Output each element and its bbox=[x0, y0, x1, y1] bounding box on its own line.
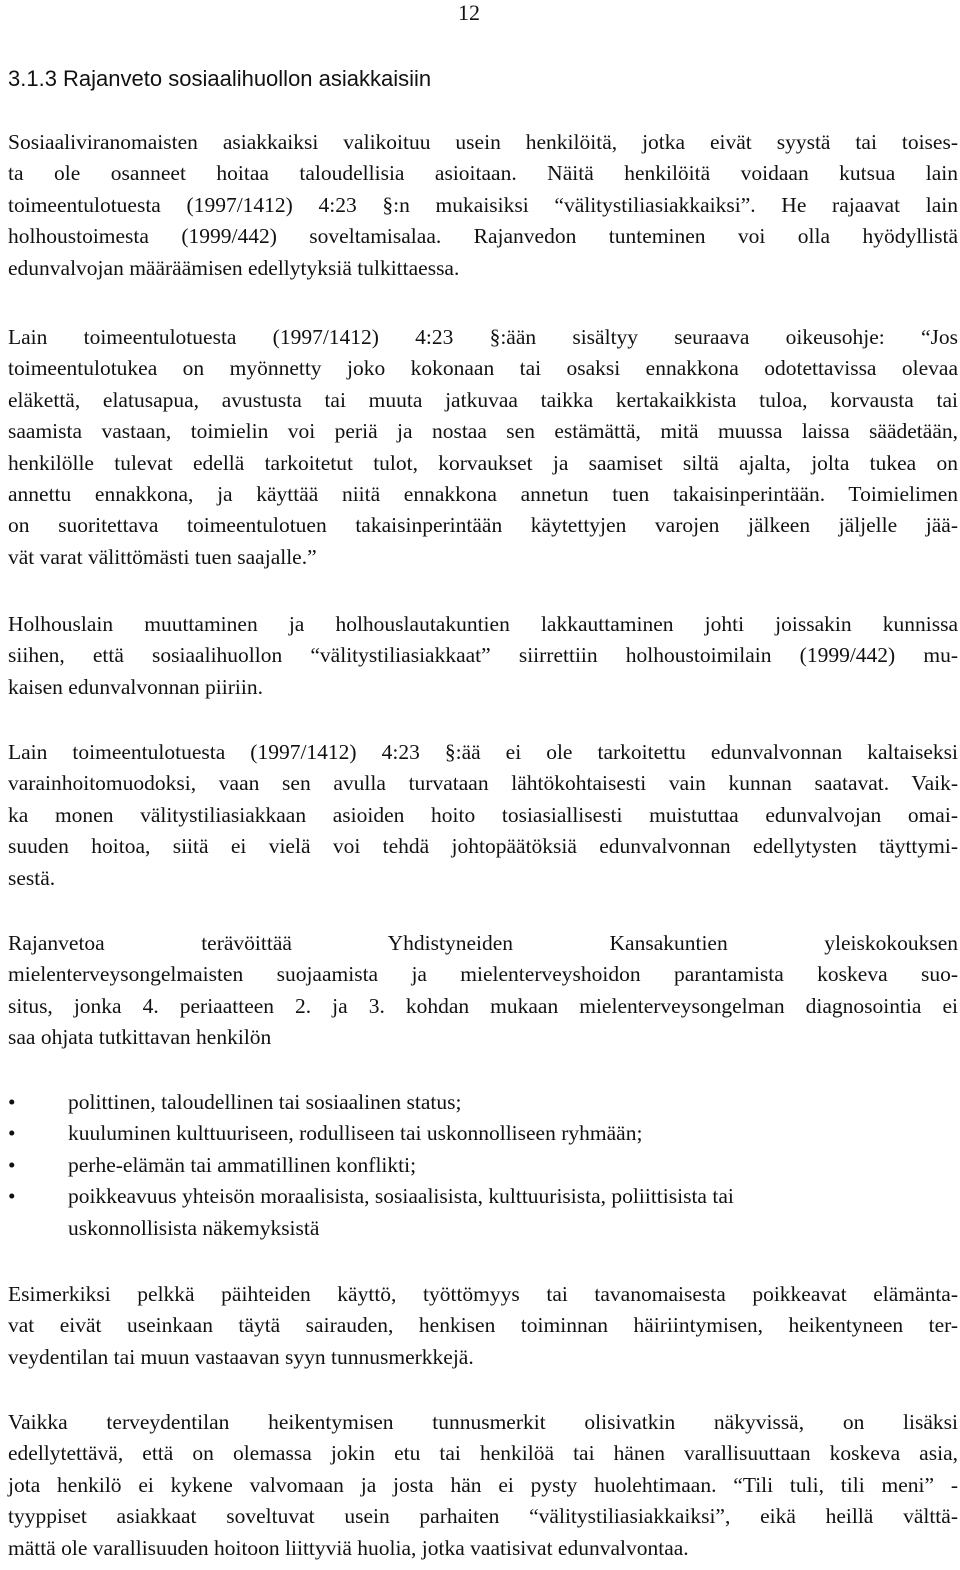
text-line: saamista vastaan, toimielin voi periä ja nostaa sen estämättä, mitä muussa laissa säädetään, bbox=[8, 419, 958, 444]
bullet-item bbox=[8, 1118, 958, 1149]
bullet-text: perhe-elämän tai ammatillinen konflikti; bbox=[68, 1152, 417, 1177]
text-line: mättä ole varallisuuden hoitoon liittyviä huolia, jotka vaatisivat edunvalvontaa. bbox=[8, 1535, 689, 1560]
text-line: henkilölle tulevat edellä tarkoitetut tulot, korvaukset ja saamiset siltä ajalta, jolta tukea on bbox=[8, 450, 958, 475]
paragraph-7 bbox=[8, 1407, 958, 1564]
text-line: edellytettävä, että on olemassa jokin etu tai henkilöä tai hänen varallisuuttaan koskeva asia, bbox=[8, 1441, 958, 1466]
text-line: Rajanvetoa terävöittää Yhdistyneiden Kansakuntien yleiskokouksen bbox=[8, 931, 958, 955]
paragraph-3 bbox=[8, 609, 958, 703]
text-line: saa ohjata tutkittavan henkilön bbox=[8, 1025, 272, 1050]
bullet-item bbox=[8, 1150, 958, 1181]
paragraph-4 bbox=[8, 737, 958, 894]
text-line: on suoritettava toimeentulotuen takaisinperintään käytettyjen varojen jälkeen jäljelle jää- bbox=[8, 513, 958, 538]
bullet-text: polittinen, taloudellinen tai sosiaalinen status; bbox=[68, 1090, 462, 1114]
text-line: ka monen välitystiliasiakkaan asioiden hoito tosiasiallisesti muistuttaa edunvalvojan omai- bbox=[8, 802, 958, 827]
text-line: mielenterveysongelmaisten suojaamista ja mielenterveyshoidon parantamista koskeva suo- bbox=[8, 962, 958, 987]
bullet-item bbox=[8, 1087, 958, 1118]
bullet-text: kuuluminen kulttuuriseen, rodulliseen tai uskonnolliseen ryhmään; bbox=[68, 1121, 643, 1146]
text-line: tyyppiset asiakkaat soveltuvat usein parhaiten “välitystiliasiakkaiksi”, eikä heillä välttä- bbox=[8, 1504, 958, 1529]
bullet-icon: • bbox=[8, 1090, 16, 1114]
bullet-text: uskonnollisista näkemyksistä bbox=[68, 1215, 320, 1240]
text-line: Esimerkiksi pelkkä päihteiden käyttö, työttömyys tai tavanomaisesta poikkeavat elämänta- bbox=[8, 1282, 958, 1306]
bullet-icon: • bbox=[8, 1152, 16, 1177]
text-line: veydentilan tai muun vastaavan syyn tunnusmerkkejä. bbox=[8, 1344, 474, 1369]
bullet-icon: • bbox=[8, 1184, 16, 1209]
paragraph-5 bbox=[8, 928, 958, 1054]
text-line: Lain toimeentulotuesta (1997/1412) 4:23 §:ään sisältyy seuraava oikeusohje: “Jos bbox=[8, 325, 958, 349]
text-line: sestä. bbox=[8, 865, 56, 890]
text-line: toimeentulotukea on myönnetty joko kokonaan tai osaksi ennakkona odotettavissa olevaa bbox=[8, 356, 958, 381]
text-line: kaisen edunvalvonnan piiriin. bbox=[8, 674, 263, 699]
text-line: ta ole osanneet hoitaa taloudellisia asioitaan. Näitä henkilöitä voidaan kutsua lain bbox=[8, 161, 958, 186]
text-line: jota henkilö ei kykene valvomaan ja josta hän ei pysty huolehtimaan. “Tili tuli, tili meni” - bbox=[8, 1472, 958, 1497]
text-line: Sosiaaliviranomaisten asiakkaiksi valikoituu usein henkilöitä, jotka eivät syystä tai toises- bbox=[8, 130, 958, 154]
text-line: toimeentulotuesta (1997/1412) 4:23 §:n mukaisiksi “välitystiliasiakkaiksi”. He rajaavat lain bbox=[8, 192, 958, 217]
text-line: annettu ennakkona, ja käyttää niitä ennakkona annetun tuen takaisinperintään. Toimielimen bbox=[8, 482, 958, 507]
paragraph-1 bbox=[8, 127, 958, 284]
paragraph-2 bbox=[8, 322, 958, 573]
bullet-item bbox=[8, 1181, 958, 1244]
text-line: varainhoitomuodoksi, vaan sen avulla turvataan lähtökohtaisesti vain kunnan saatavat. Vaik- bbox=[8, 771, 958, 796]
paragraph-6 bbox=[8, 1279, 958, 1373]
bullet-icon: • bbox=[8, 1121, 16, 1146]
text-line: siihen, että sosiaalihuollon “välitystiliasiakkaat” siirrettiin holhoustoimilain (1999/442) mu- bbox=[8, 643, 958, 668]
criteria-bullet-list bbox=[8, 1087, 958, 1244]
page-number: 12 bbox=[458, 0, 480, 25]
text-line: suuden hoitoa, siitä ei vielä voi tehdä johtopäätöksiä edunvalvonnan edellytysten täyttymi- bbox=[8, 834, 958, 859]
bullet-text: poikkeavuus yhteisön moraalisista, sosiaalisista, kulttuurisista, poliittisista tai bbox=[68, 1184, 734, 1209]
text-line: Lain toimeentulotuesta (1997/1412) 4:23 §:ää ei ole tarkoitettu edunvalvonnan kaltaiseksi bbox=[8, 740, 958, 764]
text-line: edunvalvojan määräämisen edellytyksiä tulkittaessa. bbox=[8, 255, 460, 280]
text-line: eläkettä, elatusapua, avustusta tai muuta jatkuvaa taikka kertakaikkista tuloa, korvausta tai bbox=[8, 387, 958, 412]
text-line: Holhouslain muuttaminen ja holhouslautakuntien lakkauttaminen johti joissakin kunnissa bbox=[8, 612, 958, 636]
text-line: holhoustoimesta (1999/442) soveltamisalaa. Rajanvedon tunteminen voi olla hyödyllistä bbox=[8, 224, 958, 249]
text-line: Vaikka terveydentilan heikentymisen tunnusmerkit olisivatkin näkyvissä, on lisäksi bbox=[8, 1410, 958, 1434]
section-heading: 3.1.3 Rajanveto sosiaalihuollon asiakkaisiin bbox=[8, 66, 432, 91]
text-line: vät varat välittömästi tuen saajalle.” bbox=[8, 544, 317, 569]
text-line: vat eivät useinkaan täytä sairauden, henkisen toiminnan häiriintymisen, heikentyneen ter- bbox=[8, 1313, 958, 1338]
text-line: situs, jonka 4. periaatteen 2. ja 3. kohdan mukaan mielenterveysongelman diagnosointia ei bbox=[8, 993, 958, 1018]
